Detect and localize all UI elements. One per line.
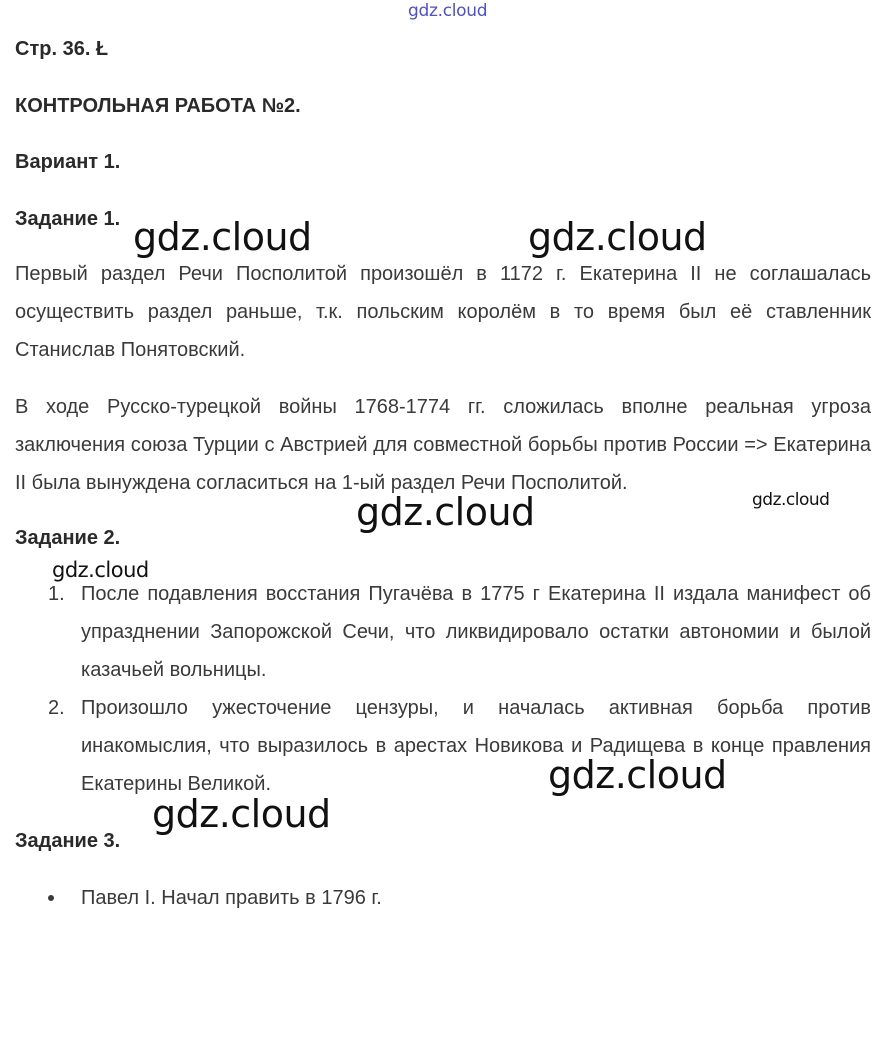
list-item-text: После подавления восстания Пугачёва в 1775 г Екатерина II издала манифест об упразднении Запорожской Сечи, что ликвидировало остатки автономии и былой казачьей вольницы.: [81, 583, 871, 681]
page-reference: Стр. 36. Ł: [15, 38, 109, 60]
task2-list-item: [48, 689, 871, 803]
watermark-overlay: gdz.cloud: [528, 215, 707, 259]
bullet-icon: [48, 895, 54, 901]
list-number: 1.: [48, 583, 65, 605]
bullet-text: Павел I. Начал править в 1796 г.: [81, 887, 382, 909]
watermark-overlay: gdz.cloud: [52, 558, 149, 582]
task1-paragraph-2: В ходе Русско-турецкой войны 1768-1774 гг. сложилась вполне реальная угроза заключения союза Турции с Австрией для совместной борьбы против России => Екатерина II была вынуждена согласиться на 1-ый раздел Речи Посполитой.: [15, 396, 871, 494]
document-title: КОНТРОЛЬНАЯ РАБОТА №2.: [15, 95, 301, 117]
watermark-overlay: gdz.cloud: [356, 490, 535, 534]
task3-heading: Задание 3.: [15, 830, 121, 852]
task2-heading: Задание 2.: [15, 527, 121, 549]
top-watermark: gdz.cloud: [408, 1, 488, 21]
watermark-overlay: gdz.cloud: [133, 215, 312, 259]
variant-heading: Вариант 1.: [15, 151, 121, 173]
list-item-text: Произошло ужесточение цензуры, и началась активная борьба против инакомыслия, что выразилось в арестах Новикова и Радищева в конце правления Екатерины Великой.: [81, 697, 871, 795]
watermark-overlay: gdz.cloud: [752, 490, 830, 510]
watermark-overlay: gdz.cloud: [548, 753, 727, 797]
task2-list-item: [48, 575, 871, 689]
task1-paragraph-1: Первый раздел Речи Посполитой произошёл в 1172 г. Екатерина II не соглашалась осуществить раздел раньше, т.к. польским королём в то время был её ставленник Станислав Понятовский.: [15, 263, 871, 361]
watermark-overlay: gdz.cloud: [152, 792, 331, 836]
list-number: 2.: [48, 697, 65, 719]
task3-bullet-item: [48, 879, 382, 917]
task1-heading: Задание 1.: [15, 208, 121, 230]
